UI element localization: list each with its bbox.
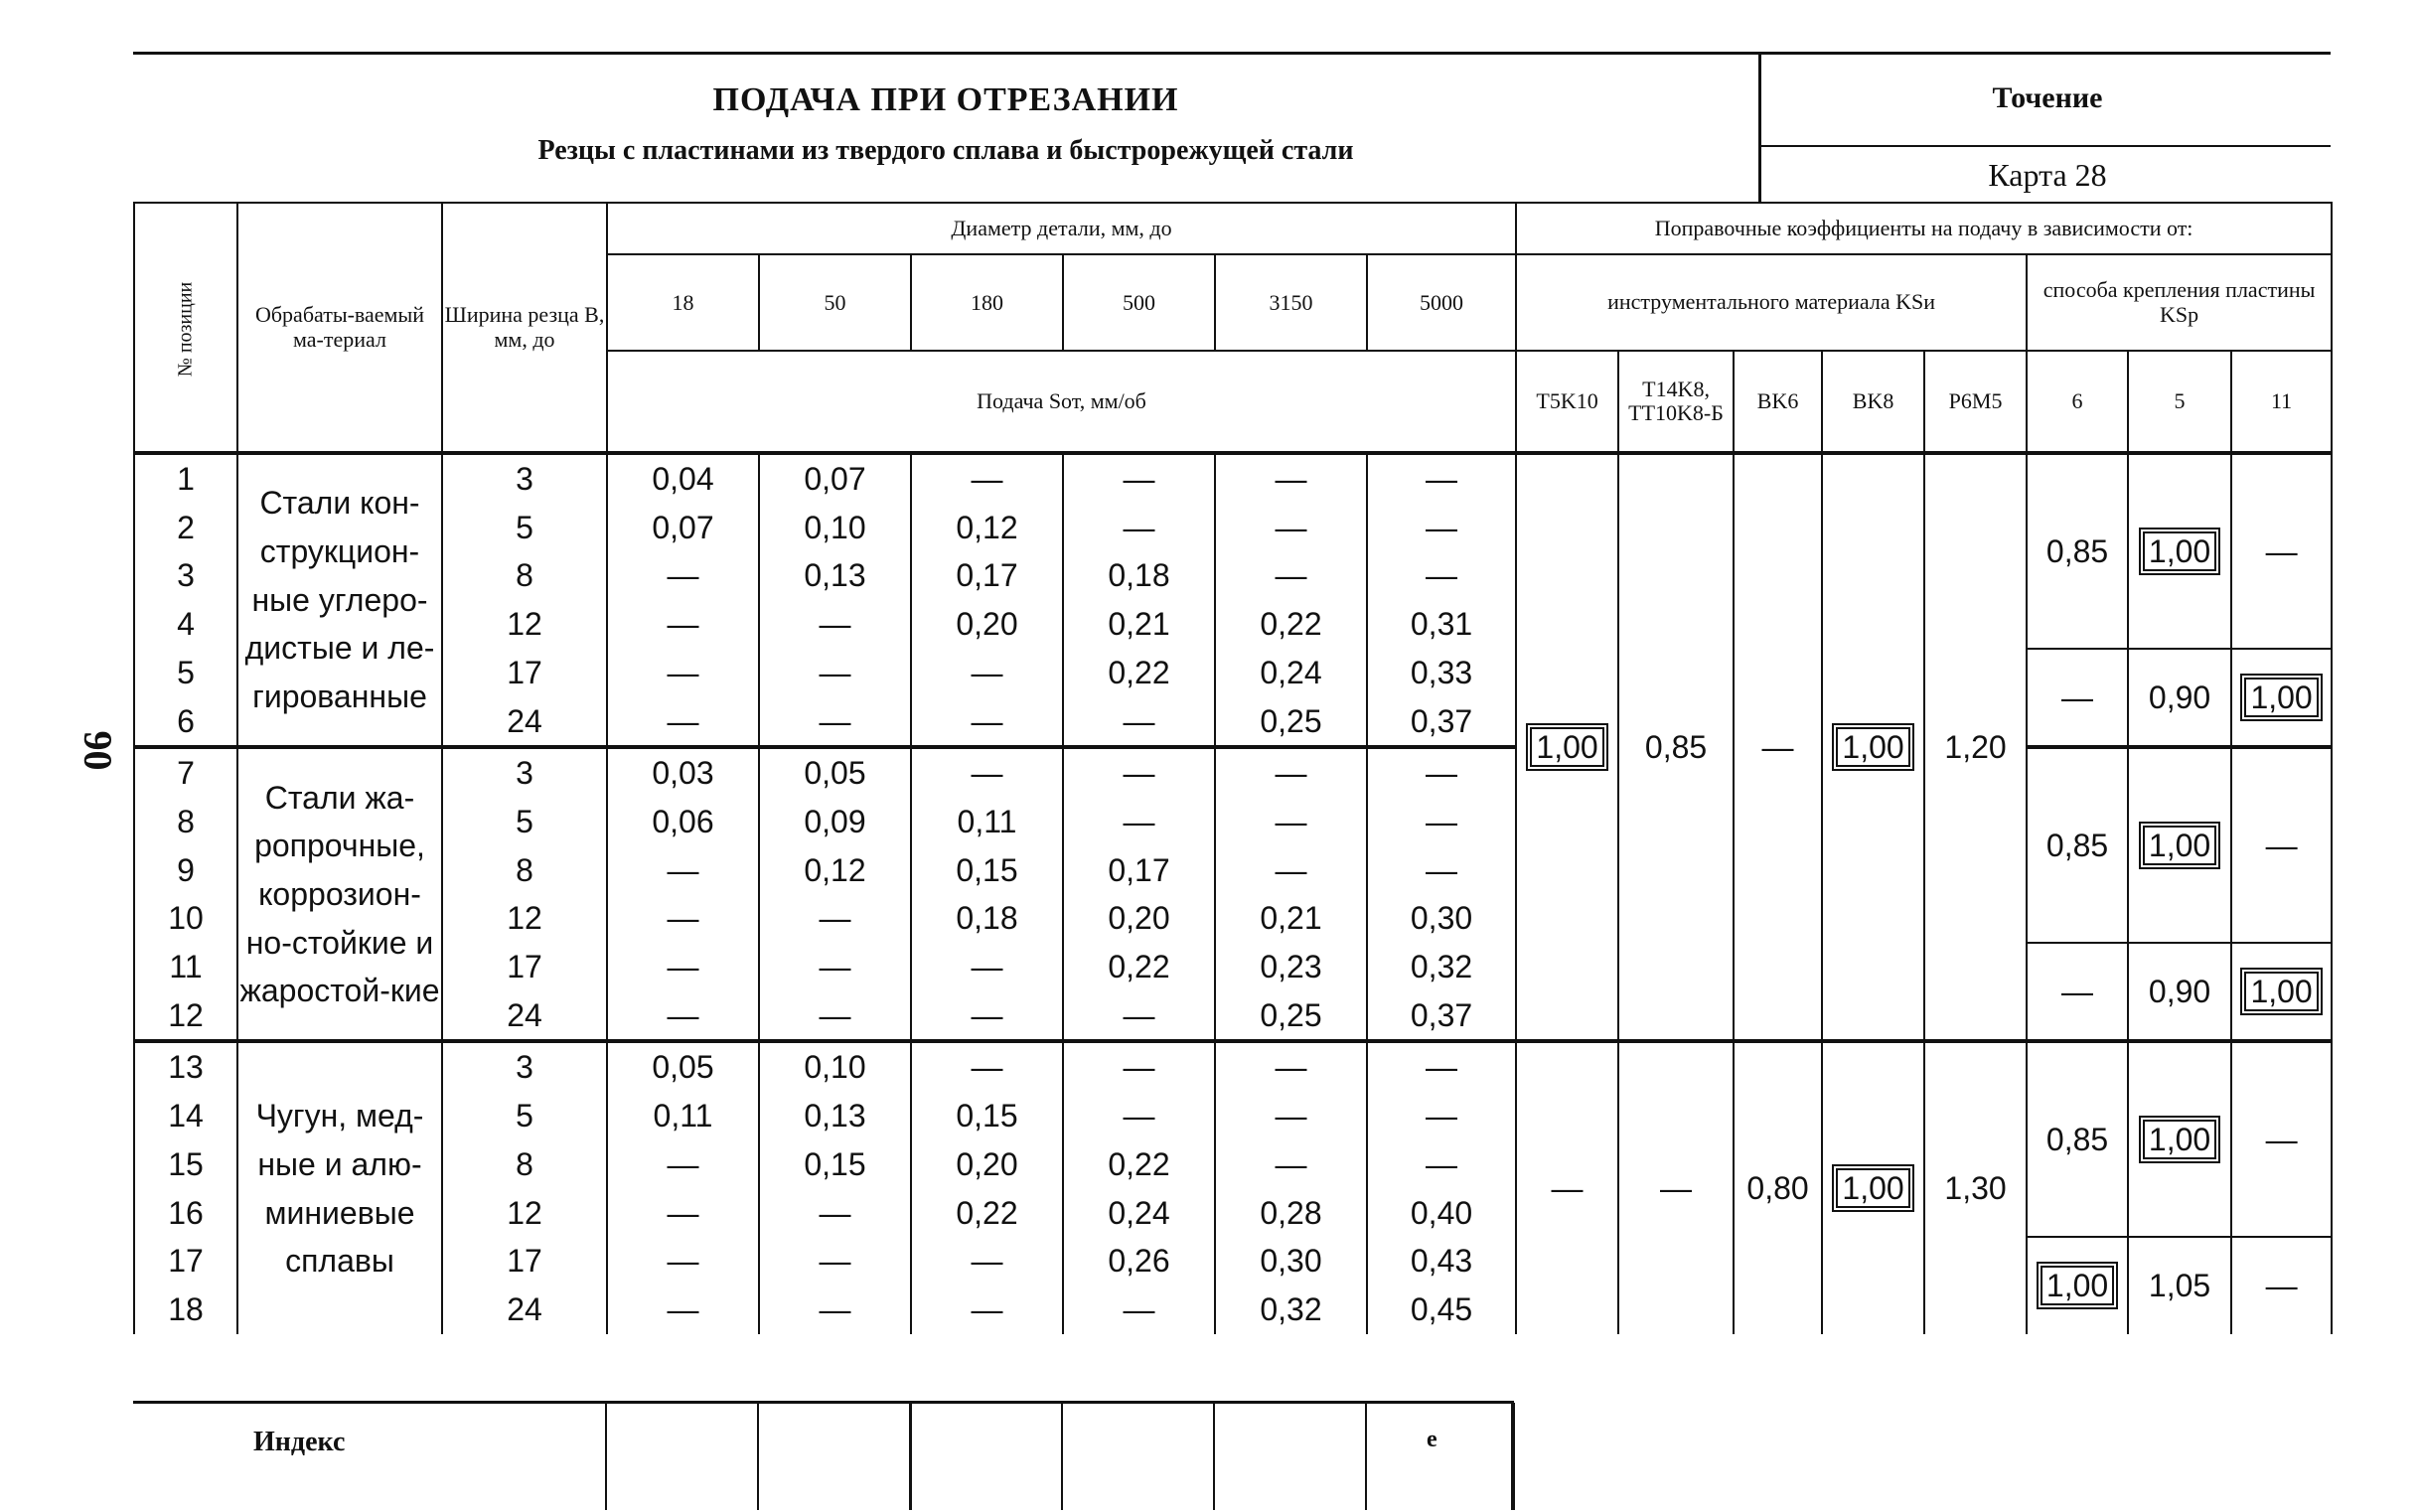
mount-coef-value: 0,90 xyxy=(2148,973,2211,1009)
tool-coef-value: 0,80 xyxy=(1746,1170,1809,1207)
feed-cell: 0,22 xyxy=(1063,943,1215,991)
feed-cell: — xyxy=(911,747,1063,798)
feed-cell: 0,15 xyxy=(759,1140,911,1189)
feed-cell: 0,10 xyxy=(759,504,911,552)
material-cell: Стали жа-ропрочные, коррозион-но-стойкие и жаростой-кие xyxy=(237,747,442,1041)
feed-cell: 0,22 xyxy=(1063,649,1215,697)
tool-coef-cell xyxy=(1822,1041,1924,1333)
feed-cell: 0,20 xyxy=(911,600,1063,649)
mount-coef-value: 1,00 xyxy=(2244,678,2318,717)
position-cell: 11 xyxy=(134,943,237,991)
mount-coef-value: 1,00 xyxy=(2143,531,2216,571)
feed-cell: — xyxy=(1367,747,1516,798)
mount-coef-cell xyxy=(2027,1237,2128,1333)
feed-cell: — xyxy=(607,551,759,600)
feed-cell: 0,12 xyxy=(911,504,1063,552)
feed-cell: 0,06 xyxy=(607,798,759,846)
feed-cell: — xyxy=(759,943,911,991)
feed-cell: 0,33 xyxy=(1367,649,1516,697)
feed-cell: 0,05 xyxy=(607,1041,759,1092)
page-title: ПОДАЧА ПРИ ОТРЕЗАНИИ xyxy=(712,81,1179,118)
index-divider xyxy=(909,1403,912,1510)
feed-cell: — xyxy=(1215,846,1367,895)
position-cell: 9 xyxy=(134,846,237,895)
feed-cell: 0,23 xyxy=(1215,943,1367,991)
mount-coef-cell xyxy=(2231,747,2332,943)
position-cell: 4 xyxy=(134,600,237,649)
tool-coef-cell xyxy=(1618,1041,1734,1333)
mount-coef-value: — xyxy=(2061,973,2094,1009)
coef-group-header: Поправочные коэффициенты на подачу в зависимости от: xyxy=(1516,203,2332,254)
mount-coef-cell xyxy=(2231,1237,2332,1333)
feed-cell: 0,15 xyxy=(911,846,1063,895)
page-number: 06 xyxy=(75,730,120,771)
feed-cell: — xyxy=(607,1140,759,1189)
feed-cell: 0,11 xyxy=(607,1092,759,1140)
feed-cell: 0,30 xyxy=(1215,1237,1367,1285)
tool-coef-cell xyxy=(1516,453,1618,1041)
feed-cell: — xyxy=(759,1285,911,1334)
top-rule xyxy=(133,52,2331,55)
feed-cell: — xyxy=(1063,697,1215,748)
mount-coef-cell xyxy=(2027,453,2128,649)
feed-cell: — xyxy=(1215,453,1367,504)
width-cell: 12 xyxy=(442,1189,607,1238)
feed-cell: 0,45 xyxy=(1367,1285,1516,1334)
mount-coef-cell xyxy=(2231,453,2332,649)
feed-cell: — xyxy=(911,1237,1063,1285)
feed-cell: 0,09 xyxy=(759,798,911,846)
mount-method-header: 11 xyxy=(2231,351,2332,453)
index-divider xyxy=(1061,1403,1063,1510)
width-cell: 5 xyxy=(442,504,607,552)
feed-cell: — xyxy=(1367,504,1516,552)
feed-cell: 0,07 xyxy=(607,504,759,552)
position-cell: 17 xyxy=(134,1237,237,1285)
tool-coef-cell xyxy=(1516,1041,1618,1333)
feed-cell: — xyxy=(759,894,911,943)
feed-cell: 0,22 xyxy=(1215,600,1367,649)
tool-coef-value: 1,30 xyxy=(1944,1170,2007,1207)
index-divider xyxy=(605,1403,607,1510)
feed-cell: — xyxy=(1063,991,1215,1042)
tool-coef-value: 1,00 xyxy=(1836,1168,1909,1208)
width-cell: 3 xyxy=(442,747,607,798)
feed-cell: 0,30 xyxy=(1367,894,1516,943)
feed-cell: 0,21 xyxy=(1215,894,1367,943)
feed-cell: 0,13 xyxy=(759,551,911,600)
feed-cell: 0,05 xyxy=(759,747,911,798)
position-cell: 18 xyxy=(134,1285,237,1334)
tool-material-header: T14K8, TT10K8-Б xyxy=(1618,351,1734,453)
feed-cell: 0,20 xyxy=(911,1140,1063,1189)
footer-rule xyxy=(133,1401,1514,1404)
mount-coef-cell xyxy=(2231,1041,2332,1237)
position-cell: 16 xyxy=(134,1189,237,1238)
feed-cell: — xyxy=(1367,846,1516,895)
width-cell: 8 xyxy=(442,846,607,895)
tool-material-header: BK6 xyxy=(1734,351,1822,453)
mount-coef-cell xyxy=(2128,943,2231,1041)
width-cell: 17 xyxy=(442,1237,607,1285)
tool-coef-value: — xyxy=(1551,1170,1584,1207)
feed-cell: 0,43 xyxy=(1367,1237,1516,1285)
mount-coef-value: — xyxy=(2265,532,2298,569)
width-cell: 24 xyxy=(442,1285,607,1334)
feed-cell: 0,12 xyxy=(759,846,911,895)
position-cell: 7 xyxy=(134,747,237,798)
mount-coef-value: 1,00 xyxy=(2244,972,2318,1011)
feed-cell: 0,18 xyxy=(1063,551,1215,600)
feed-cell: — xyxy=(911,649,1063,697)
mount-coef-cell xyxy=(2027,747,2128,943)
feed-cell: 0,22 xyxy=(1063,1140,1215,1189)
feed-cell: 0,21 xyxy=(1063,600,1215,649)
feed-cell: — xyxy=(607,1285,759,1334)
tool-material-header: T5K10 xyxy=(1516,351,1618,453)
tool-coef-value: 1,00 xyxy=(1530,727,1603,767)
feed-table xyxy=(133,202,2333,1334)
width-cell: 17 xyxy=(442,943,607,991)
tool-coef-cell xyxy=(1822,453,1924,1041)
header-divider xyxy=(1758,55,1761,202)
diameter-header: 50 xyxy=(759,254,911,351)
table-row xyxy=(134,1041,2332,1092)
feed-cell: — xyxy=(1063,1092,1215,1140)
index-divider xyxy=(1213,1403,1215,1510)
feed-cell: 0,24 xyxy=(1215,649,1367,697)
feed-cell: 0,18 xyxy=(911,894,1063,943)
feed-cell: 0,03 xyxy=(607,747,759,798)
feed-cell: 0,22 xyxy=(911,1189,1063,1238)
feed-cell: 0,31 xyxy=(1367,600,1516,649)
index-divider xyxy=(757,1403,759,1510)
mount-coef-value: 0,85 xyxy=(2045,827,2109,863)
feed-cell: — xyxy=(759,649,911,697)
mount-coef-cell xyxy=(2027,943,2128,1041)
feed-cell: — xyxy=(759,1189,911,1238)
feed-cell: 0,15 xyxy=(911,1092,1063,1140)
feed-cell: 0,17 xyxy=(1063,846,1215,895)
feed-cell: — xyxy=(607,1237,759,1285)
mount-coef-value: 1,05 xyxy=(2148,1268,2211,1304)
feed-cell: — xyxy=(607,1189,759,1238)
feed-cell: — xyxy=(1063,1041,1215,1092)
width-cell: 3 xyxy=(442,1041,607,1092)
mount-coef-cell xyxy=(2027,649,2128,747)
feed-cell: — xyxy=(1215,747,1367,798)
width-header: Ширина резца B, мм, до xyxy=(442,203,607,453)
tool-coef-cell xyxy=(1734,453,1822,1041)
feed-cell: — xyxy=(607,894,759,943)
feed-cell: — xyxy=(607,846,759,895)
index-divider xyxy=(1511,1403,1515,1510)
mount-coef-value: 0,85 xyxy=(2045,532,2109,569)
feed-cell: 0,37 xyxy=(1367,991,1516,1042)
mount-group-header: способа крепления пластины KSр xyxy=(2027,254,2332,351)
mount-coef-cell xyxy=(2231,649,2332,747)
width-cell: 17 xyxy=(442,649,607,697)
width-cell: 8 xyxy=(442,1140,607,1189)
feed-cell: 0,26 xyxy=(1063,1237,1215,1285)
index-label: Индекс xyxy=(253,1427,346,1457)
page-subtitle: Резцы с пластинами из твердого сплава и быстрорежущей стали xyxy=(537,135,1354,166)
feed-cell: — xyxy=(1215,1041,1367,1092)
feed-cell: — xyxy=(1063,747,1215,798)
tool-coef-cell xyxy=(1734,1041,1822,1333)
feed-cell: — xyxy=(1063,798,1215,846)
tool-material-group-header: инструментального материала KSи xyxy=(1516,254,2027,351)
material-cell: Чугун, мед-ные и алю-миниевые сплавы xyxy=(237,1041,442,1333)
mount-coef-value: — xyxy=(2061,679,2094,715)
mount-coef-cell xyxy=(2128,747,2231,943)
feed-cell: 0,28 xyxy=(1215,1189,1367,1238)
mount-coef-value: 1,00 xyxy=(2041,1266,2114,1305)
position-cell: 14 xyxy=(134,1092,237,1140)
section-card-divider xyxy=(1761,145,2331,147)
feed-cell: — xyxy=(607,991,759,1042)
tool-coef-cell xyxy=(1618,453,1734,1041)
mount-coef-cell xyxy=(2128,1237,2231,1333)
feed-cell: — xyxy=(607,697,759,748)
mount-coef-cell xyxy=(2027,1041,2128,1237)
feed-cell: 0,25 xyxy=(1215,991,1367,1042)
feed-cell: — xyxy=(759,697,911,748)
position-cell: 6 xyxy=(134,697,237,748)
position-cell: 2 xyxy=(134,504,237,552)
feed-cell: — xyxy=(759,991,911,1042)
section-label: Точение xyxy=(1992,81,2103,114)
feed-cell: — xyxy=(1367,1092,1516,1140)
feed-cell: — xyxy=(607,600,759,649)
position-cell: 1 xyxy=(134,453,237,504)
mount-coef-value: — xyxy=(2265,827,2298,863)
feed-cell: — xyxy=(1367,1140,1516,1189)
feed-cell: 0,04 xyxy=(607,453,759,504)
tool-coef-value: — xyxy=(1660,1170,1693,1207)
diameter-header: 180 xyxy=(911,254,1063,351)
tool-coef-value: 0,85 xyxy=(1644,728,1708,765)
tool-coef-value: — xyxy=(1761,728,1794,765)
feed-cell: — xyxy=(911,1041,1063,1092)
width-cell: 8 xyxy=(442,551,607,600)
feed-cell: 0,25 xyxy=(1215,697,1367,748)
feed-cell: — xyxy=(1215,798,1367,846)
feed-cell: 0,24 xyxy=(1063,1189,1215,1238)
mount-coef-value: 1,00 xyxy=(2143,826,2216,865)
feed-cell: — xyxy=(1367,551,1516,600)
width-cell: 3 xyxy=(442,453,607,504)
mount-coef-value: — xyxy=(2265,1268,2298,1304)
position-cell: 10 xyxy=(134,894,237,943)
position-cell: 13 xyxy=(134,1041,237,1092)
feed-cell: 0,13 xyxy=(759,1092,911,1140)
mount-method-header: 5 xyxy=(2128,351,2231,453)
mount-method-header: 6 xyxy=(2027,351,2128,453)
mount-coef-cell xyxy=(2128,1041,2231,1237)
position-cell: 5 xyxy=(134,649,237,697)
position-cell: 15 xyxy=(134,1140,237,1189)
feed-cell: — xyxy=(1215,1140,1367,1189)
index-divider xyxy=(1365,1403,1367,1510)
position-header: № позиции xyxy=(134,203,237,453)
position-cell: 8 xyxy=(134,798,237,846)
feed-cell: — xyxy=(1367,1041,1516,1092)
tool-material-header: BK8 xyxy=(1822,351,1924,453)
feed-cell: — xyxy=(607,649,759,697)
diameter-header: 500 xyxy=(1063,254,1215,351)
feed-cell: — xyxy=(1063,1285,1215,1334)
tool-coef-value: 1,20 xyxy=(1944,728,2007,765)
position-cell: 12 xyxy=(134,991,237,1042)
mount-coef-cell xyxy=(2231,943,2332,1041)
mount-coef-cell xyxy=(2128,649,2231,747)
index-mark: е xyxy=(1427,1427,1437,1452)
feed-cell: — xyxy=(1367,798,1516,846)
feed-cell: — xyxy=(1063,453,1215,504)
width-cell: 24 xyxy=(442,991,607,1042)
feed-cell: 0,37 xyxy=(1367,697,1516,748)
width-cell: 12 xyxy=(442,600,607,649)
feed-cell: — xyxy=(607,943,759,991)
feed-cell: — xyxy=(1063,504,1215,552)
tool-coef-cell xyxy=(1924,453,2027,1041)
width-cell: 5 xyxy=(442,798,607,846)
mount-coef-value: 0,85 xyxy=(2045,1121,2109,1157)
feed-cell: — xyxy=(1367,453,1516,504)
feed-cell: 0,10 xyxy=(759,1041,911,1092)
tool-coef-cell xyxy=(1924,1041,2027,1333)
width-cell: 5 xyxy=(442,1092,607,1140)
feed-cell: — xyxy=(1215,504,1367,552)
tool-material-header: P6M5 xyxy=(1924,351,2027,453)
feed-cell: 0,20 xyxy=(1063,894,1215,943)
width-cell: 12 xyxy=(442,894,607,943)
material-cell: Стали кон-струкцион-ные углеро-дистые и ле-гированные xyxy=(237,453,442,747)
feed-cell: — xyxy=(1215,551,1367,600)
mount-coef-value: 1,00 xyxy=(2143,1120,2216,1159)
diameter-group-header: Диаметр детали, мм, до xyxy=(607,203,1516,254)
diameter-header: 3150 xyxy=(1215,254,1367,351)
feed-header: Подача Sот, мм/об xyxy=(607,351,1516,453)
feed-cell: 0,32 xyxy=(1215,1285,1367,1334)
feed-cell: 0,17 xyxy=(911,551,1063,600)
feed-cell: 0,11 xyxy=(911,798,1063,846)
position-cell: 3 xyxy=(134,551,237,600)
feed-cell: — xyxy=(911,697,1063,748)
feed-cell: — xyxy=(759,1237,911,1285)
feed-cell: — xyxy=(911,943,1063,991)
feed-cell: — xyxy=(911,991,1063,1042)
table-body xyxy=(134,453,2332,1334)
feed-cell: 0,32 xyxy=(1367,943,1516,991)
tool-coef-value: 1,00 xyxy=(1836,727,1909,767)
material-header: Обрабаты-ваемый ма-териал xyxy=(237,203,442,453)
feed-cell: — xyxy=(911,453,1063,504)
table-row xyxy=(134,453,2332,504)
width-cell: 24 xyxy=(442,697,607,748)
mount-coef-value: — xyxy=(2265,1121,2298,1157)
feed-cell: 0,40 xyxy=(1367,1189,1516,1238)
mount-coef-cell xyxy=(2128,453,2231,649)
diameter-header: 5000 xyxy=(1367,254,1516,351)
card-number: Карта 28 xyxy=(1988,157,2107,193)
feed-cell: — xyxy=(911,1285,1063,1334)
feed-cell: — xyxy=(1215,1092,1367,1140)
diameter-header: 18 xyxy=(607,254,759,351)
feed-cell: 0,07 xyxy=(759,453,911,504)
mount-coef-value: 0,90 xyxy=(2148,679,2211,715)
feed-cell: — xyxy=(759,600,911,649)
